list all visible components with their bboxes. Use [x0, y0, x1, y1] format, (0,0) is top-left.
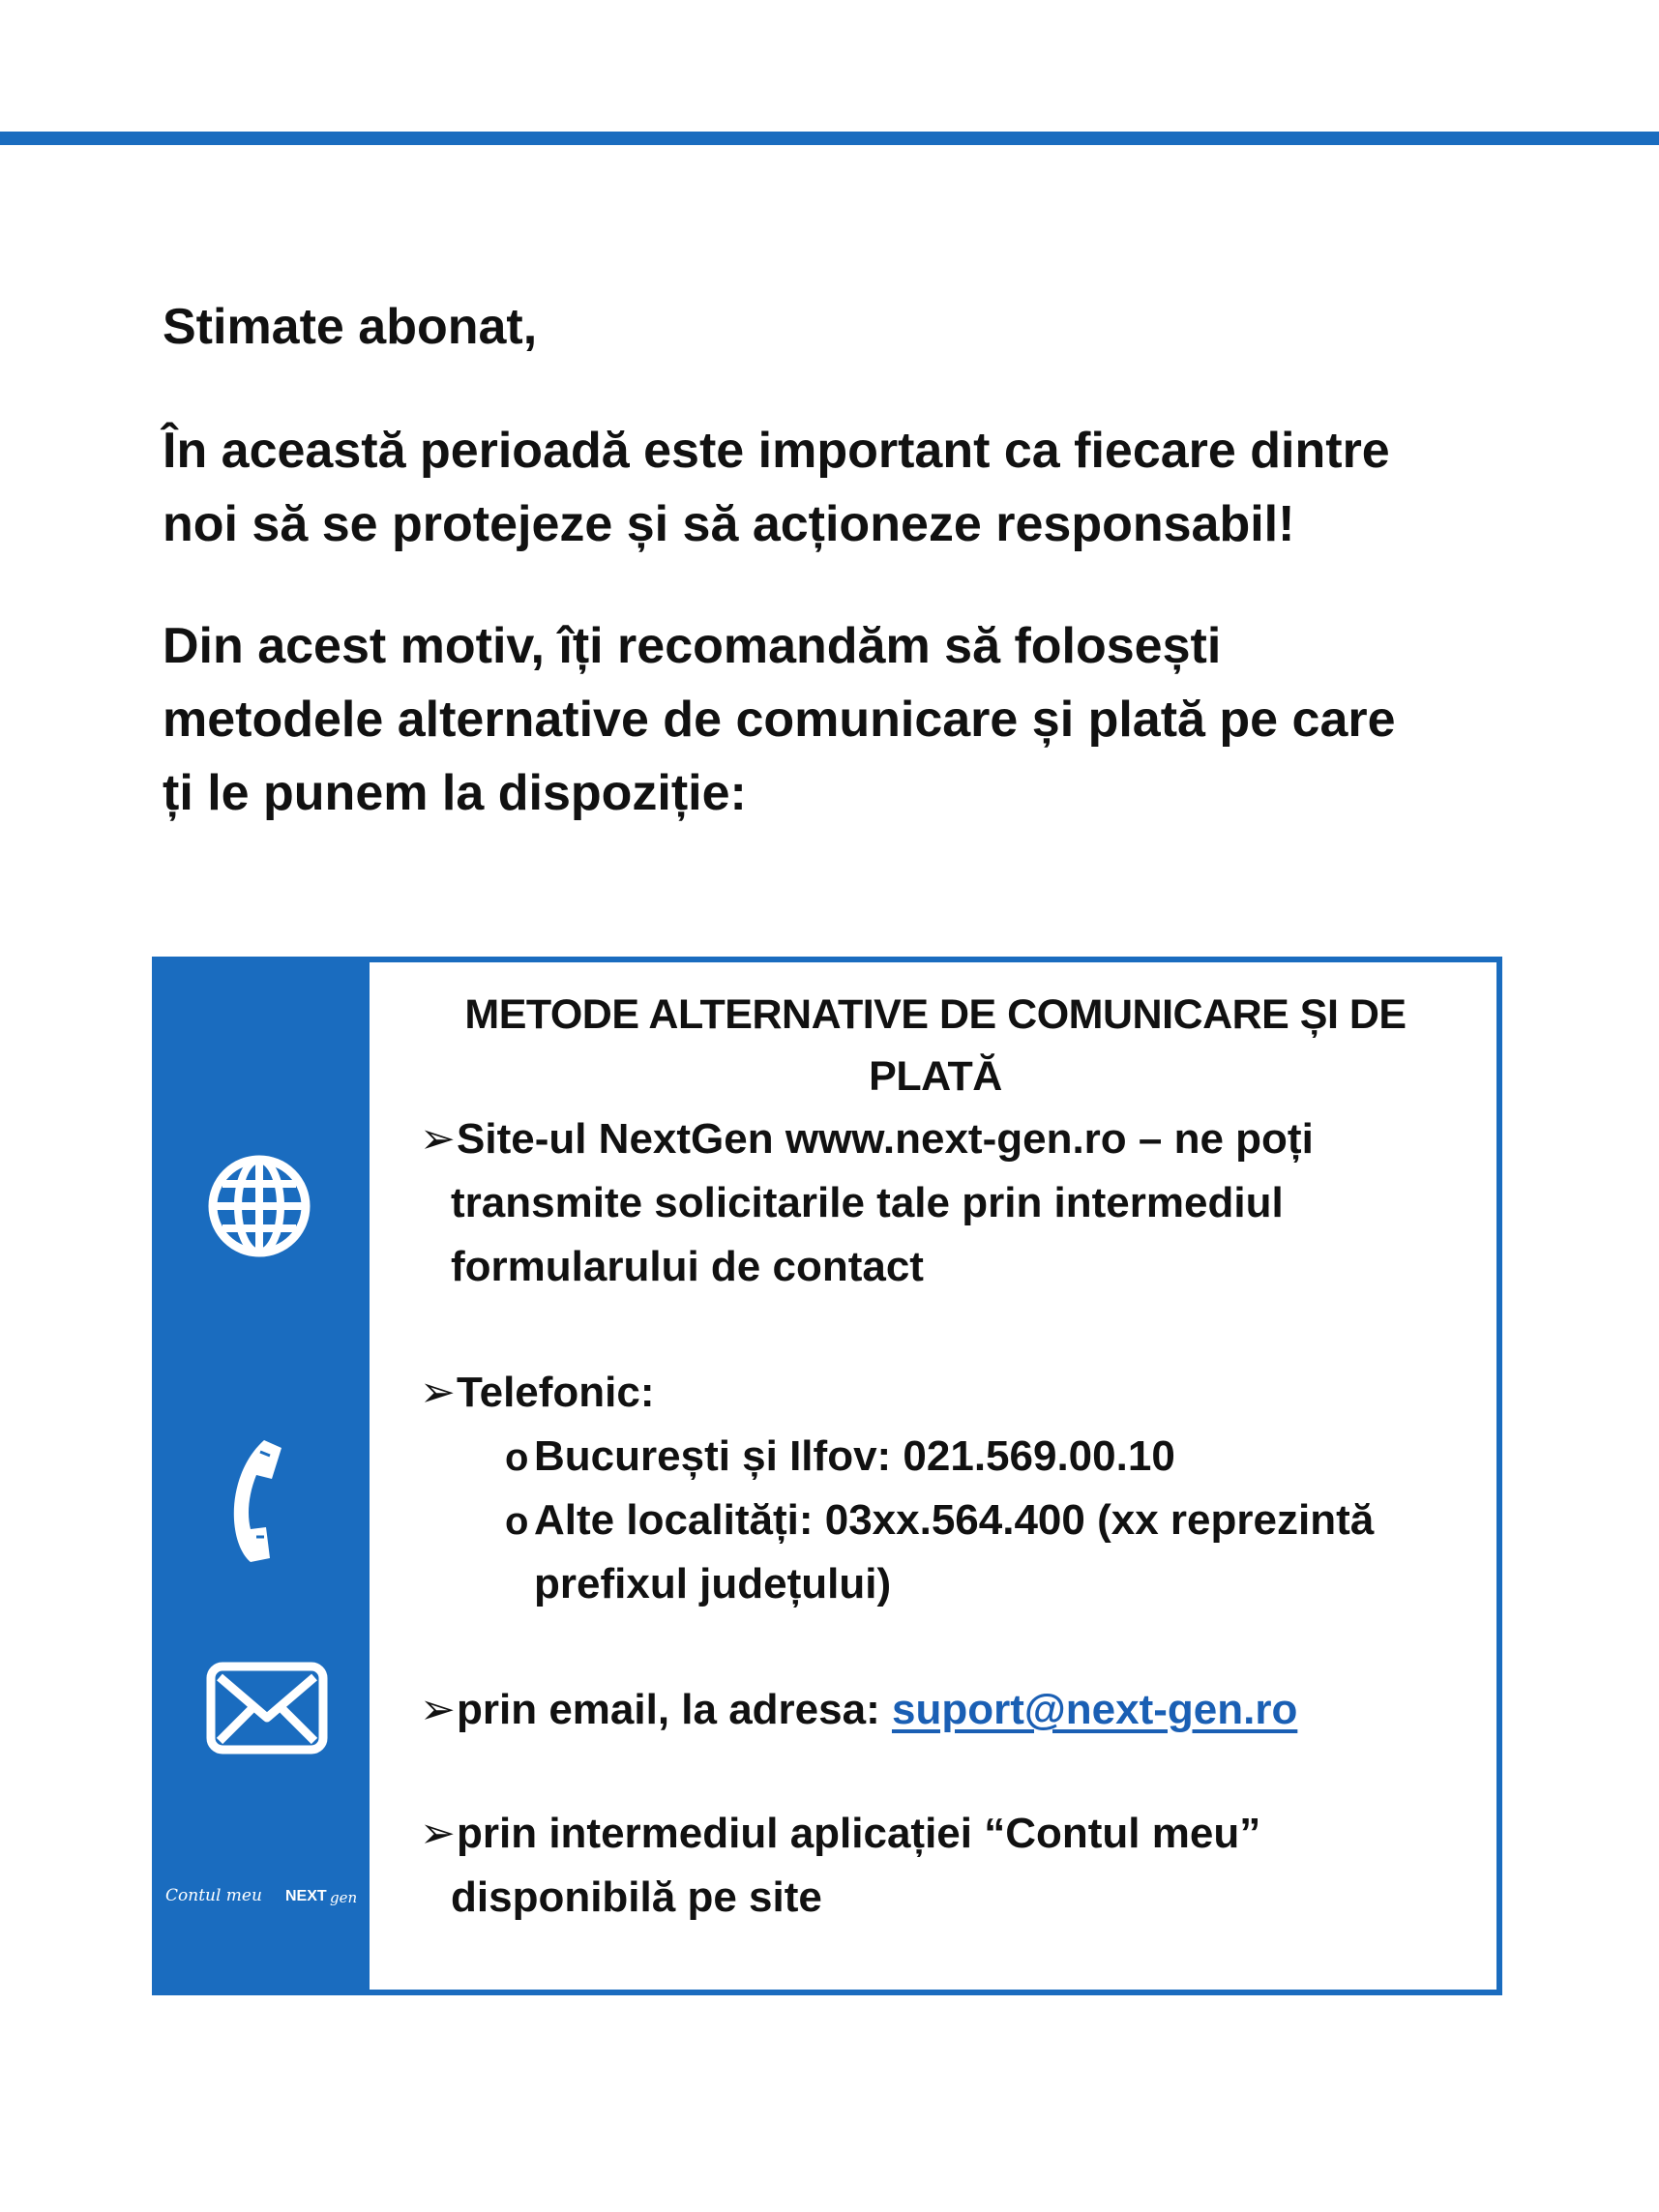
box-title — [370, 984, 1501, 1107]
app-item — [420, 1802, 1260, 1866]
svg-text:NEXT: NEXT — [285, 1888, 327, 1904]
icon-sidebar — [158, 962, 370, 1990]
arrow-bullet-icon: ➢ — [420, 1810, 456, 1857]
website-line-2: transmite solicitarile tale prin intermediul — [451, 1179, 1284, 1226]
mail-icon — [206, 1662, 328, 1755]
app-line-1: prin intermediul aplicației “Contul meu” — [457, 1810, 1261, 1857]
paragraph-1 — [163, 414, 1517, 561]
contul-meu-nextgen-logo — [162, 1876, 367, 1915]
phone-alte-line-2: prefixul județului) — [534, 1560, 892, 1607]
phone-item-alte — [505, 1489, 1374, 1553]
top-rule — [0, 132, 1659, 145]
phone-alte-text: Alte localități: 03xx.564.400 (xx reprezintă — [534, 1496, 1375, 1544]
box-title-line-1: METODE ALTERNATIVE DE COMUNICARE ȘI DE — [464, 991, 1407, 1038]
phone-heading: Telefonic: — [457, 1369, 655, 1416]
svg-text:Contul meu: Contul meu — [165, 1886, 262, 1905]
globe-icon — [207, 1154, 311, 1258]
box-title-line-2: PLATĂ — [869, 1053, 1002, 1100]
email-label: prin email, la adresa: — [457, 1686, 892, 1733]
arrow-bullet-icon: ➢ — [420, 1115, 456, 1163]
website-item — [420, 1107, 1314, 1171]
paragraph-1-line-1: În această perioadă este important ca fiecare dintre — [163, 423, 1390, 479]
paragraph-2-line-2: metodele alternative de comunicare și plată pe care — [163, 692, 1396, 748]
app-line-2: disponibilă pe site — [451, 1873, 822, 1921]
box-content — [370, 962, 1496, 1990]
paragraph-2-line-1: Din acest motiv, îți recomandăm să folosești — [163, 618, 1222, 674]
phone-item-bucuresti — [505, 1425, 1175, 1489]
website-line-1: Site-ul NextGen www.next-gen.ro – ne poți — [457, 1115, 1314, 1163]
svg-text:gen: gen — [330, 1889, 358, 1906]
circle-bullet-icon: o — [505, 1500, 529, 1543]
phone-bucuresti-text: București și Ilfov: 021.569.00.10 — [534, 1432, 1175, 1480]
website-line-3: formularului de contact — [451, 1243, 924, 1290]
arrow-bullet-icon: ➢ — [420, 1686, 456, 1733]
paragraph-1-line-2: noi să se protejeze și să acționeze responsabil! — [163, 496, 1295, 552]
contact-methods-box — [152, 957, 1502, 1995]
greeting: Stimate abonat, — [163, 299, 538, 355]
email-link[interactable]: suport@next-gen.ro — [891, 1686, 1298, 1733]
circle-bullet-icon: o — [505, 1436, 529, 1479]
paragraph-2 — [163, 609, 1517, 830]
email-item — [420, 1678, 1297, 1742]
arrow-bullet-icon: ➢ — [420, 1369, 456, 1416]
phone-icon — [214, 1436, 291, 1564]
paragraph-2-line-3: ți le punem la dispoziție: — [163, 765, 747, 821]
phone-item — [420, 1361, 655, 1425]
